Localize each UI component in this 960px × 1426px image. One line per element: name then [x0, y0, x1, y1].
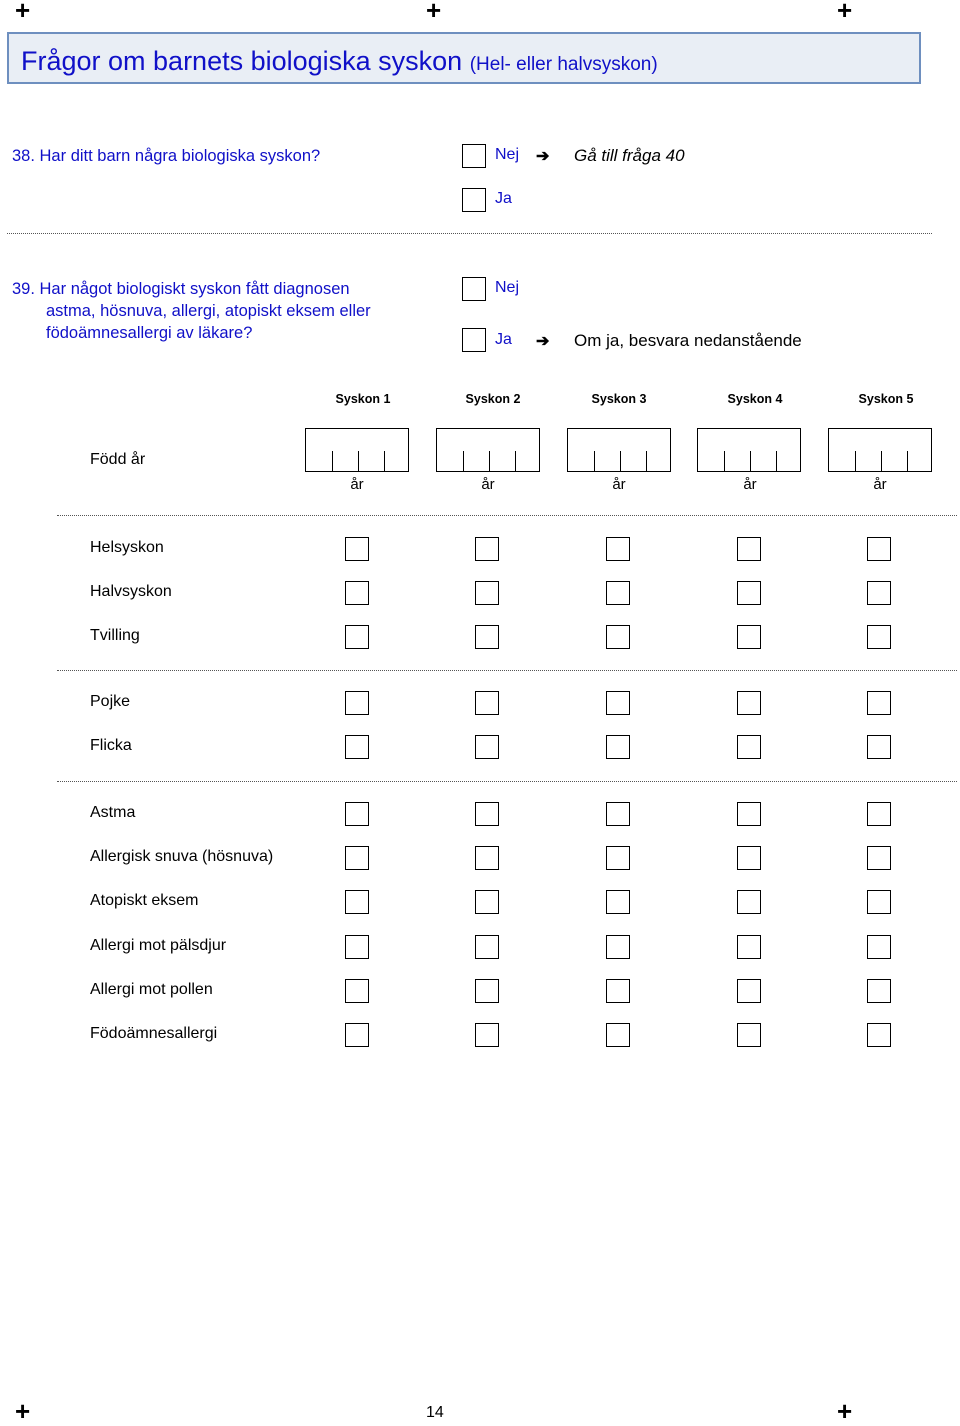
question-39-line-2: astma, hösnuva, allergi, atopiskt eksem eller — [46, 302, 371, 320]
syskon-5-checkbox[interactable] — [867, 846, 891, 870]
syskon-1-checkbox[interactable] — [345, 1023, 369, 1047]
syskon-4-checkbox[interactable] — [737, 935, 761, 959]
birth-year-input-syskon-3[interactable] — [567, 428, 671, 472]
row-label: Allergi mot pälsdjur — [90, 936, 227, 954]
q39-nej-label: Nej — [495, 279, 520, 296]
syskon-3-checkbox[interactable] — [606, 846, 630, 870]
section-title: Frågor om barnets biologiska syskon (Hel- eller halvsyskon) — [21, 46, 658, 76]
follow-up-instruction: Om ja, besvara nedanstående — [574, 331, 802, 350]
row-label: Astma — [90, 804, 136, 821]
question-38: 38. Har ditt barn några biologiska syskon? — [12, 147, 321, 165]
syskon-3-checkbox[interactable] — [606, 979, 630, 1003]
syskon-5-checkbox[interactable] — [867, 537, 891, 561]
syskon-3-checkbox[interactable] — [606, 625, 630, 649]
syskon-3-checkbox[interactable] — [606, 890, 630, 914]
syskon-2-checkbox[interactable] — [475, 625, 499, 649]
syskon-5-checkbox[interactable] — [867, 935, 891, 959]
syskon-5-checkbox[interactable] — [867, 581, 891, 605]
syskon-3-checkbox[interactable] — [606, 691, 630, 715]
page-number: 14 — [426, 1404, 444, 1421]
syskon-4-checkbox[interactable] — [737, 735, 761, 759]
syskon-2-checkbox[interactable] — [475, 735, 499, 759]
divider — [7, 233, 932, 234]
year-unit-label: år — [612, 476, 626, 493]
syskon-1-checkbox[interactable] — [345, 691, 369, 715]
row-label: Allergisk snuva (hösnuva) — [90, 848, 274, 866]
divider — [57, 670, 957, 671]
syskon-1-checkbox[interactable] — [345, 890, 369, 914]
syskon-1-checkbox[interactable] — [345, 802, 369, 826]
syskon-2-checkbox[interactable] — [475, 537, 499, 561]
column-header-syskon-2: Syskon 2 — [465, 392, 521, 406]
row-label-fodd-ar: Född år — [90, 451, 146, 468]
syskon-3-checkbox[interactable] — [606, 935, 630, 959]
q38-ja-label: Ja — [495, 190, 512, 207]
syskon-2-checkbox[interactable] — [475, 890, 499, 914]
syskon-1-checkbox[interactable] — [345, 735, 369, 759]
syskon-1-checkbox[interactable] — [345, 979, 369, 1003]
row-label: Födoämnesallergi — [90, 1025, 218, 1042]
q38-nej-label: Nej — [495, 146, 520, 163]
syskon-2-checkbox[interactable] — [475, 691, 499, 715]
column-header-syskon-3: Syskon 3 — [591, 392, 647, 406]
syskon-2-checkbox[interactable] — [475, 846, 499, 870]
arrow-icon: ➔ — [536, 333, 550, 350]
birth-year-input-syskon-1[interactable] — [305, 428, 409, 472]
syskon-1-checkbox[interactable] — [345, 581, 369, 605]
syskon-2-checkbox[interactable] — [475, 935, 499, 959]
syskon-4-checkbox[interactable] — [737, 979, 761, 1003]
q39-ja-label: Ja — [495, 331, 512, 348]
registration-mark: + — [837, 0, 853, 25]
syskon-2-checkbox[interactable] — [475, 979, 499, 1003]
syskon-3-checkbox[interactable] — [606, 802, 630, 826]
year-unit-label: år — [350, 476, 364, 493]
arrow-icon: ➔ — [536, 148, 550, 165]
row-label: Atopiskt eksem — [90, 892, 199, 910]
syskon-4-checkbox[interactable] — [737, 625, 761, 649]
syskon-4-checkbox[interactable] — [737, 890, 761, 914]
birth-year-input-syskon-2[interactable] — [436, 428, 540, 472]
syskon-5-checkbox[interactable] — [867, 802, 891, 826]
row-label: Allergi mot pollen — [90, 980, 213, 998]
syskon-4-checkbox[interactable] — [737, 581, 761, 605]
row-label: Pojke — [90, 693, 131, 710]
syskon-4-checkbox[interactable] — [737, 802, 761, 826]
divider — [57, 781, 957, 782]
divider — [57, 515, 957, 516]
section-subtitle: (Hel- eller halvsyskon) — [469, 54, 658, 75]
skip-instruction: Gå till fråga 40 — [574, 146, 685, 165]
syskon-1-checkbox[interactable] — [345, 625, 369, 649]
syskon-5-checkbox[interactable] — [867, 1023, 891, 1047]
year-unit-label: år — [873, 476, 887, 493]
syskon-4-checkbox[interactable] — [737, 846, 761, 870]
syskon-4-checkbox[interactable] — [737, 537, 761, 561]
q39-ja-checkbox[interactable] — [462, 328, 486, 352]
syskon-5-checkbox[interactable] — [867, 979, 891, 1003]
syskon-3-checkbox[interactable] — [606, 1023, 630, 1047]
row-label: Tvilling — [90, 627, 140, 645]
question-39-line-3: födoämnesallergi av läkare? — [46, 324, 253, 342]
registration-mark: + — [15, 0, 31, 25]
q38-ja-checkbox[interactable] — [462, 188, 486, 212]
q39-nej-checkbox[interactable] — [462, 277, 486, 301]
syskon-2-checkbox[interactable] — [475, 1023, 499, 1047]
syskon-2-checkbox[interactable] — [475, 581, 499, 605]
column-header-syskon-4: Syskon 4 — [727, 392, 783, 406]
section-header — [7, 32, 921, 84]
registration-mark: + — [15, 1396, 31, 1426]
syskon-1-checkbox[interactable] — [345, 846, 369, 870]
row-label: Halvsyskon — [90, 583, 172, 601]
syskon-2-checkbox[interactable] — [475, 802, 499, 826]
column-header-syskon-1: Syskon 1 — [335, 392, 391, 406]
syskon-3-checkbox[interactable] — [606, 735, 630, 759]
syskon-5-checkbox[interactable] — [867, 691, 891, 715]
birth-year-input-syskon-4[interactable] — [697, 428, 801, 472]
syskon-4-checkbox[interactable] — [737, 691, 761, 715]
syskon-3-checkbox[interactable] — [606, 537, 630, 561]
syskon-4-checkbox[interactable] — [737, 1023, 761, 1047]
syskon-1-checkbox[interactable] — [345, 537, 369, 561]
row-label: Helsyskon — [90, 539, 164, 556]
year-unit-label: år — [481, 476, 495, 493]
row-label: Flicka — [90, 737, 132, 755]
syskon-5-checkbox[interactable] — [867, 735, 891, 759]
syskon-5-checkbox[interactable] — [867, 890, 891, 914]
syskon-3-checkbox[interactable] — [606, 581, 630, 605]
question-39-line-1: 39. Har något biologiskt syskon fått diagnosen — [12, 280, 350, 298]
column-header-syskon-5: Syskon 5 — [858, 392, 914, 406]
syskon-1-checkbox[interactable] — [345, 935, 369, 959]
registration-mark: + — [837, 1396, 853, 1426]
registration-mark: + — [426, 0, 442, 25]
birth-year-input-syskon-5[interactable] — [828, 428, 932, 472]
year-unit-label: år — [743, 476, 757, 493]
q38-nej-checkbox[interactable] — [462, 144, 486, 168]
syskon-5-checkbox[interactable] — [867, 625, 891, 649]
